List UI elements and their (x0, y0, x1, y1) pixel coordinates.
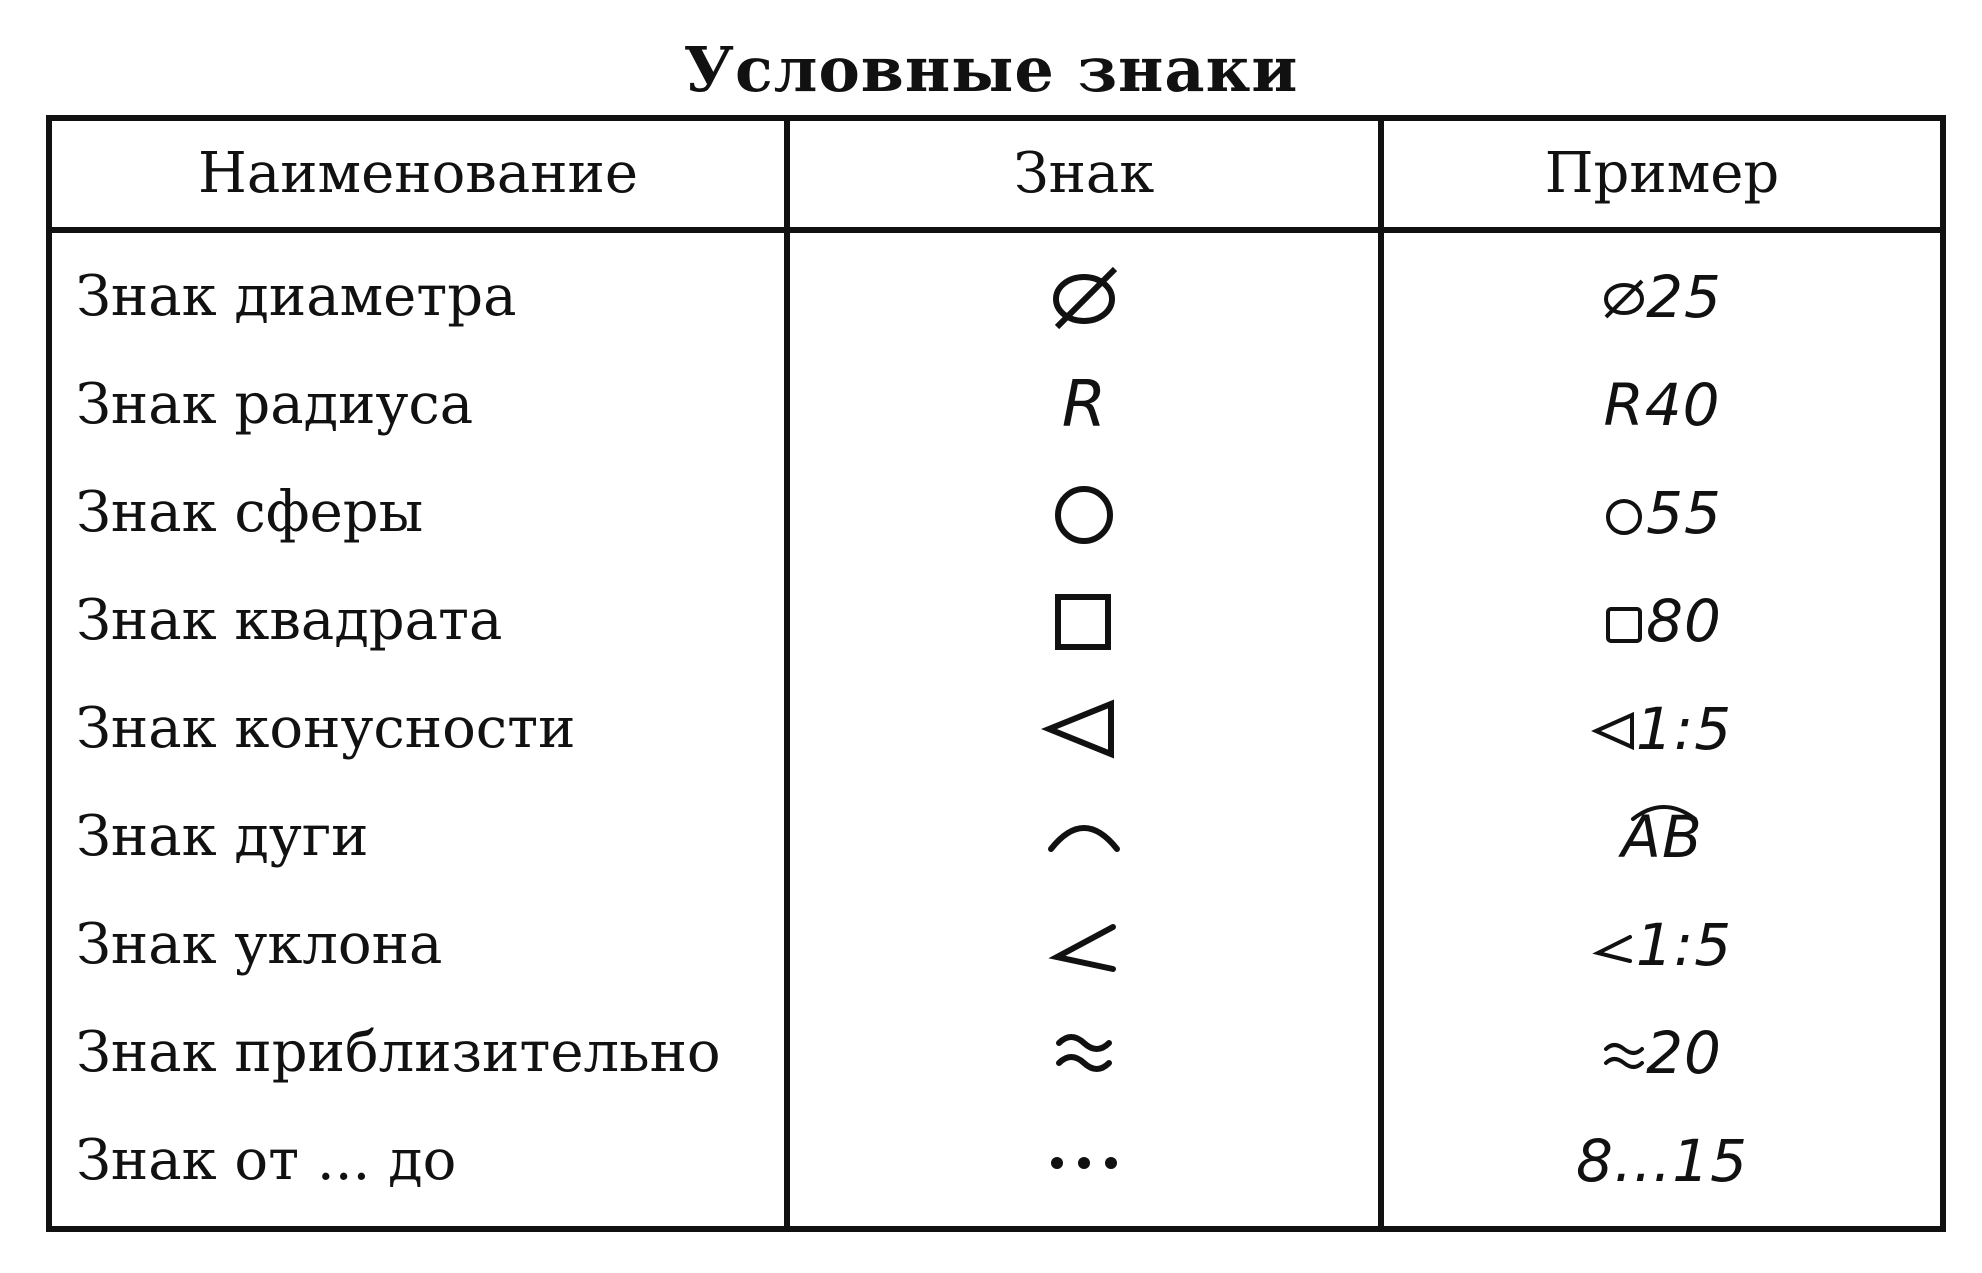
table-row (52, 1107, 1940, 1215)
taper-triangle-icon (1029, 679, 1139, 779)
row-name: Знак уклона (76, 912, 443, 977)
example-value: R40 (1603, 371, 1721, 439)
row-example (1384, 891, 1940, 999)
row-example (1384, 567, 1940, 675)
row-sign (790, 783, 1378, 891)
diameter-icon (1029, 247, 1139, 347)
row-example (1384, 1107, 1940, 1215)
row-sign (790, 675, 1378, 783)
row-example (1384, 999, 1940, 1107)
table-row (52, 783, 1940, 891)
row-name: Знак конусности (76, 696, 576, 761)
row-example (1384, 783, 1940, 891)
table-row (52, 891, 1940, 999)
row-sign (790, 243, 1378, 351)
row-name: Знак диаметра (76, 264, 517, 329)
square-icon (1602, 591, 1646, 651)
row-name: Знак от ... до (76, 1128, 457, 1193)
symbols-table (46, 115, 1946, 1232)
page-title: Условные знаки (683, 33, 1299, 106)
row-name: Знак приблизительно (76, 1020, 721, 1085)
row-sign (790, 351, 1378, 459)
example-value: 1:5 (1635, 911, 1733, 979)
arc-example (1621, 783, 1702, 891)
row-example (1384, 243, 1940, 351)
approx-icon (1602, 1023, 1646, 1083)
example-value: 20 (1646, 1019, 1722, 1087)
table-row (52, 567, 1940, 675)
arc-icon (1029, 787, 1139, 887)
arc-icon (1629, 801, 1699, 821)
table-row (52, 675, 1940, 783)
radius-sign: R (1061, 368, 1107, 442)
header-sign: Знак (1013, 141, 1155, 206)
slope-angle-icon (1592, 915, 1636, 975)
example-value: 25 (1646, 263, 1722, 331)
example-value: 80 (1646, 587, 1722, 655)
table-row (52, 999, 1940, 1107)
diameter-icon (1602, 267, 1646, 327)
row-sign (790, 1107, 1378, 1215)
table-row (52, 351, 1940, 459)
square-icon (1029, 571, 1139, 671)
taper-triangle-icon (1592, 699, 1636, 759)
header-divider (52, 227, 1940, 233)
row-name: Знак квадрата (76, 588, 503, 653)
row-name: Знак дуги (76, 804, 369, 869)
row-sign (790, 459, 1378, 567)
slope-angle-icon (1029, 895, 1139, 995)
row-sign (790, 999, 1378, 1107)
row-example (1384, 459, 1940, 567)
row-example (1384, 351, 1940, 459)
header-name: Наименование (198, 141, 638, 206)
row-name: Знак радиуса (76, 372, 474, 437)
sphere-circle-icon (1029, 463, 1139, 563)
header-example: Пример (1544, 141, 1780, 206)
ellipsis-dots-icon (1029, 1111, 1139, 1211)
example-value: 8...15 (1575, 1127, 1748, 1195)
row-name: Знак сферы (76, 480, 424, 545)
row-sign (790, 567, 1378, 675)
example-value: 55 (1646, 479, 1722, 547)
sphere-circle-icon (1602, 483, 1646, 543)
example-value: 1:5 (1635, 695, 1733, 763)
row-sign (790, 891, 1378, 999)
table-row (52, 243, 1940, 351)
approx-icon (1029, 1003, 1139, 1103)
table-row (52, 459, 1940, 567)
example-value: AB (1621, 803, 1703, 871)
row-example (1384, 675, 1940, 783)
